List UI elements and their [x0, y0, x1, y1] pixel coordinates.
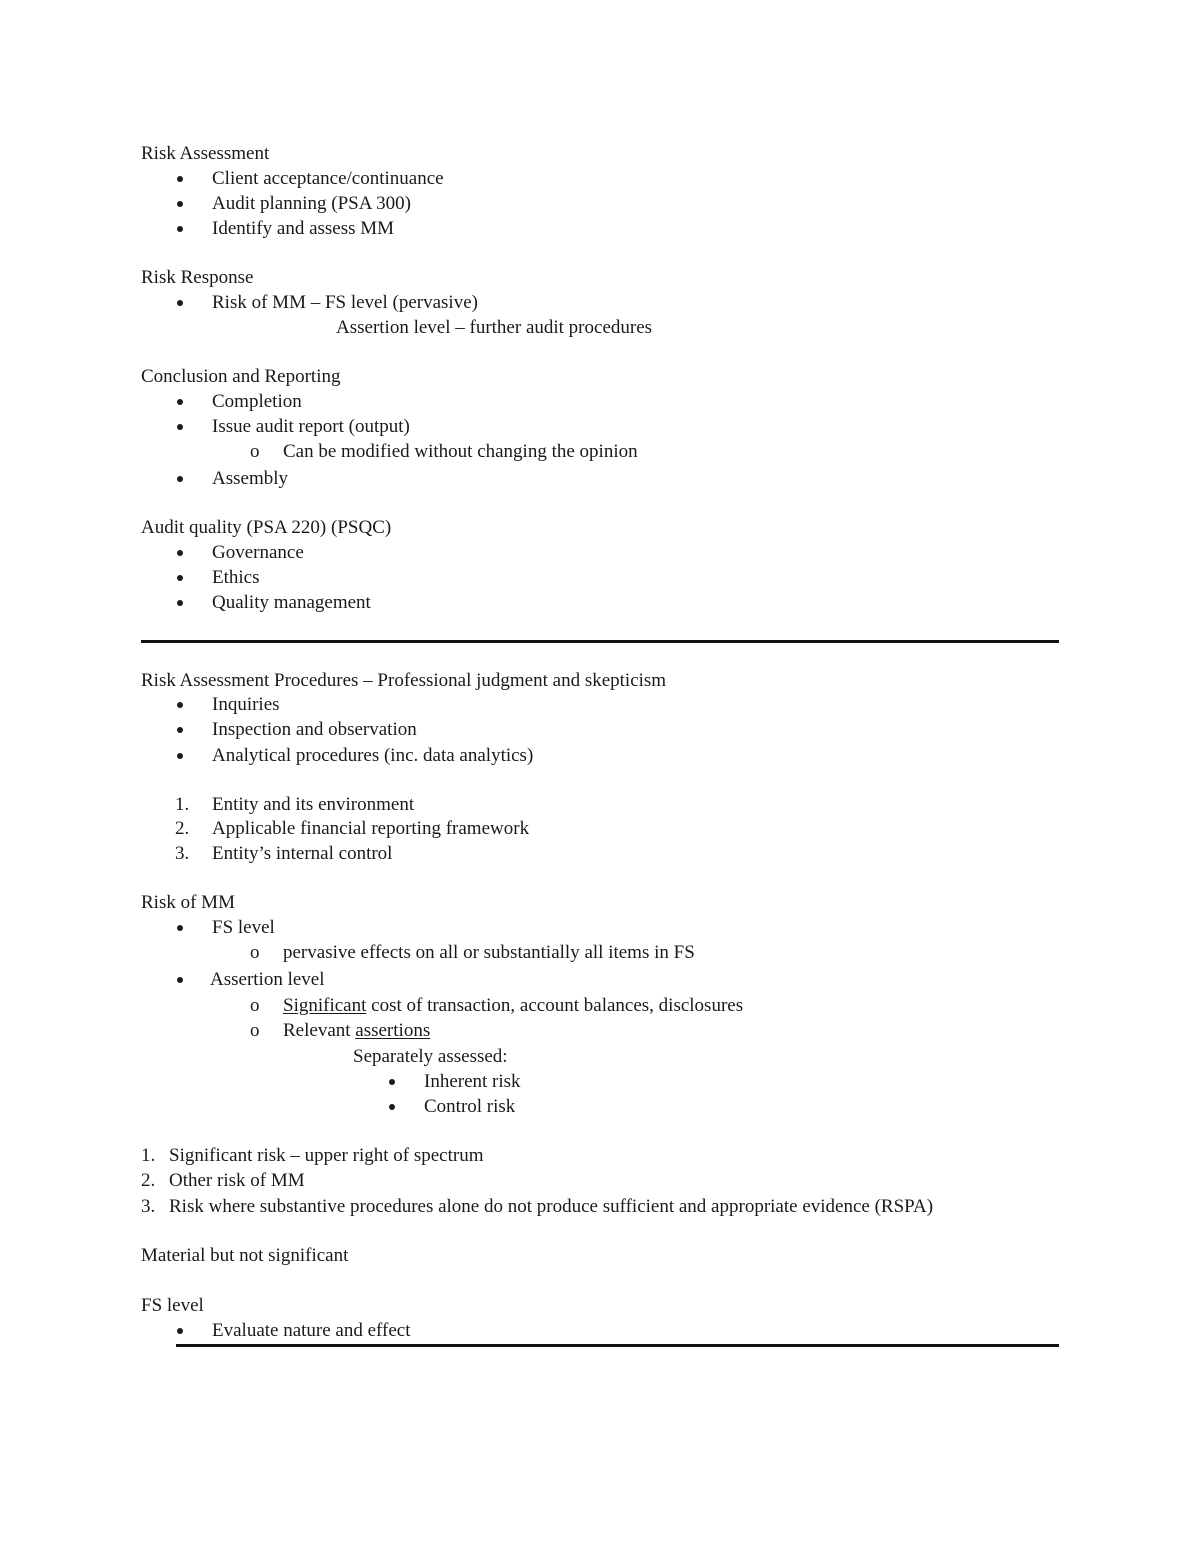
list-item: Control risk	[424, 1096, 516, 1117]
list-item: Inspection and observation	[212, 719, 417, 740]
bullet-icon	[177, 176, 183, 182]
bullet-icon	[177, 753, 183, 759]
list-item-continuation: Assertion level – further audit procedures	[336, 317, 653, 338]
horizontal-divider	[176, 1344, 1059, 1347]
sub-bullet-icon: o	[250, 441, 260, 462]
heading-risk-assessment-procedures: Risk Assessment Procedures – Professional judgment and skepticism	[141, 670, 667, 691]
underlined-word: Significant	[283, 995, 367, 1016]
heading-risk-response: Risk Response	[141, 267, 254, 288]
horizontal-divider	[141, 640, 1059, 643]
list-item: Governance	[212, 542, 304, 563]
list-item: Risk of MM – FS level (pervasive)	[212, 292, 478, 313]
text-run: cost of transaction, account balances, disclosures	[366, 995, 744, 1016]
separately-assessed-label: Separately assessed:	[353, 1046, 508, 1067]
sub-list-item	[283, 995, 743, 1017]
list-item: Quality management	[212, 592, 371, 613]
numbered-item: Significant risk – upper right of spectrum	[169, 1145, 484, 1166]
bullet-icon	[177, 702, 183, 708]
paragraph-material: Material but not significant	[141, 1245, 349, 1266]
list-item: Completion	[212, 391, 302, 412]
text-run: Relevant	[283, 1020, 356, 1041]
list-number: 2.	[175, 818, 190, 839]
numbered-item: Risk where substantive procedures alone do not produce sufficient and appropriate evidence (RSPA)	[169, 1196, 934, 1217]
list-number: 3.	[175, 843, 190, 864]
sub-bullet-icon: o	[250, 942, 260, 963]
numbered-item: Entity and its environment	[212, 794, 415, 815]
numbered-item: Entity’s internal control	[212, 843, 393, 864]
bullet-icon	[177, 1328, 183, 1334]
bullet-icon	[177, 226, 183, 232]
list-number: 3.	[141, 1196, 156, 1217]
bullet-icon	[177, 201, 183, 207]
bullet-icon	[177, 600, 183, 606]
list-number: 2.	[141, 1170, 156, 1191]
list-item: Ethics	[212, 567, 260, 588]
list-item: Audit planning (PSA 300)	[212, 193, 411, 214]
sub-bullet-icon: o	[250, 1020, 260, 1041]
bullet-icon	[177, 727, 183, 733]
sub-list-item	[283, 1020, 430, 1042]
list-item: Assertion level	[210, 969, 325, 990]
underlined-word: assertions	[355, 1020, 431, 1041]
list-item: Evaluate nature and effect	[212, 1320, 411, 1341]
bullet-icon	[177, 476, 183, 482]
sub-bullet-icon: o	[250, 995, 260, 1016]
bullet-icon	[177, 550, 183, 556]
heading-conclusion-reporting: Conclusion and Reporting	[141, 366, 341, 387]
sub-list-item: Can be modified without changing the opinion	[283, 441, 638, 462]
list-item: Identify and assess MM	[212, 218, 395, 239]
list-item: Issue audit report (output)	[212, 416, 410, 437]
list-item: FS level	[212, 917, 275, 938]
bullet-icon	[177, 399, 183, 405]
list-number: 1.	[141, 1145, 156, 1166]
bullet-icon	[389, 1079, 395, 1085]
sub-list-item: pervasive effects on all or substantially all items in FS	[283, 942, 695, 963]
list-item: Analytical procedures (inc. data analytics)	[212, 745, 534, 766]
bullet-icon	[389, 1104, 395, 1110]
heading-risk-of-mm: Risk of MM	[141, 892, 235, 913]
list-item: Inquiries	[212, 694, 280, 715]
list-number: 1.	[175, 794, 190, 815]
bullet-icon	[177, 977, 183, 983]
bullet-icon	[177, 925, 183, 931]
list-item: Client acceptance/continuance	[212, 168, 444, 189]
heading-risk-assessment: Risk Assessment	[141, 143, 270, 164]
bullet-icon	[177, 575, 183, 581]
numbered-item: Applicable financial reporting framework	[212, 818, 530, 839]
bullet-icon	[177, 300, 183, 306]
list-item: Assembly	[212, 468, 288, 489]
list-item: Inherent risk	[424, 1071, 521, 1092]
heading-audit-quality: Audit quality (PSA 220) (PSQC)	[141, 517, 392, 538]
bullet-icon	[177, 424, 183, 430]
heading-fs-level: FS level	[141, 1295, 204, 1316]
numbered-item: Other risk of MM	[169, 1170, 305, 1191]
